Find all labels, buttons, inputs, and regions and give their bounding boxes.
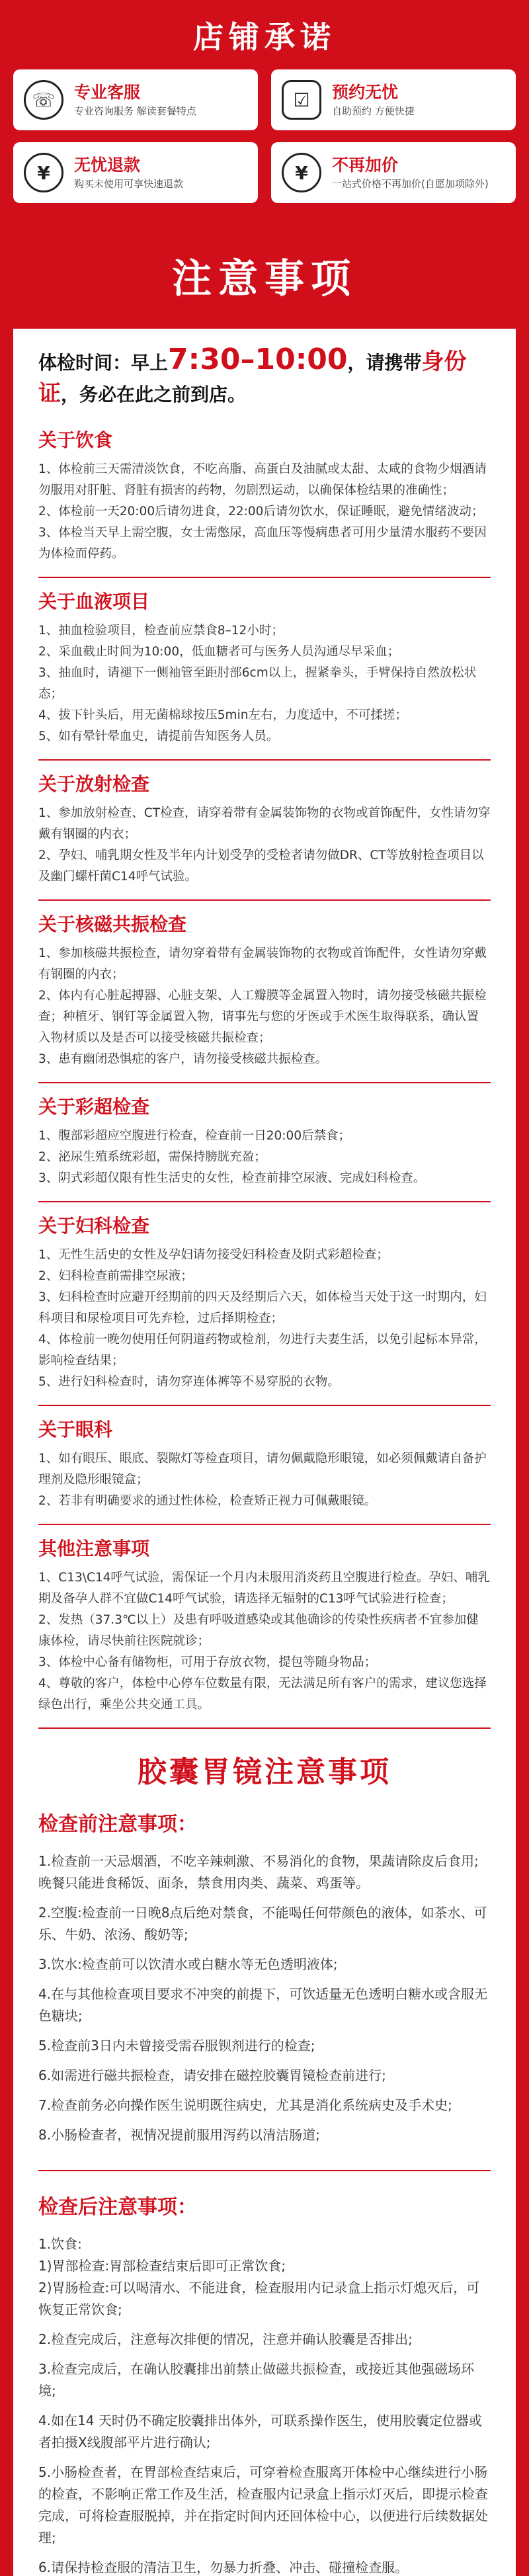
exam-time-value: 7:30–10:00 (168, 343, 348, 376)
section-item: 1、参加放射检查、CT检查，请穿着带有金属装饰物的衣物或首饰配件，女性请勿穿戴有钢圈的内衣； (38, 806, 491, 841)
no-price-increase-icon: ¥ (282, 153, 321, 192)
promise-card-no-markup (271, 142, 516, 203)
promise-card-service (13, 69, 258, 130)
section-title: 关于彩超检查 (38, 1096, 150, 1118)
promise-sub: 一站式价格不再加价(自愿加项除外) (332, 178, 489, 190)
gastro-item: 4.在与其他检查项目要求不冲突的前提下，可饮适量无色透明白糖水或含服无色糖块; (38, 1986, 488, 2024)
section-item: 3、体检中心备有储物柜，可用于存放衣物，提包等随身物品； (38, 1655, 377, 1669)
section-title: 关于饮食 (38, 429, 113, 451)
section-item: 4、尊敬的客户，体检中心停车位数量有限，无法满足所有客户的需求，建议您选择绿色出行，乘坐公共交通工具。 (38, 1677, 487, 1712)
notice-section (38, 1525, 491, 1729)
store-promise-header (0, 0, 529, 69)
section-item: 3、妇科检查时应避开经期前的四天及经期后六天，如体检当天处于这一时期内，妇科项目和尿检项目可先弃检，过后择期检查； (38, 1290, 487, 1325)
promise-name: 预约无忧 (332, 83, 399, 102)
section-item: 1、如有眼压、眼底、裂隙灯等检查项目，请勿佩戴隐形眼镜，如必须佩戴请自备护理剂及隐形眼镜盒； (38, 1452, 487, 1487)
calendar-icon: ☑ (282, 80, 321, 120)
notice-section (38, 1083, 491, 1202)
notice-section (38, 761, 491, 901)
gastro-item: 5.检查前3日内未曾接受需吞服钡剂进行的检查; (38, 2038, 315, 2054)
exam-time (38, 345, 491, 410)
section-item: 2、发热（37.3℃以上）及患有呼吸道感染或其他确诊的传染性疾病者不宜参加健康体检，请尽快前往医院就诊； (38, 1613, 479, 1648)
section-title: 关于眼科 (38, 1419, 113, 1440)
notice-header (0, 223, 529, 329)
section-item: 1、C13\C14呼气试验，需保证一个月内未服用消炎药且空腹进行检查。孕妇、哺乳期及备孕人群不宜做C14呼气试验，请选择无辐射的C13呼气试验进行检查； (38, 1571, 490, 1606)
section-title: 关于放射检查 (38, 773, 150, 795)
notice-panel (13, 329, 516, 2576)
gastro-item: 6.请保持检查服的清洁卫生，勿暴力折叠、冲击、碰撞检查服。 (38, 2559, 409, 2575)
yen-refund-icon: ¥ (24, 153, 63, 192)
gastro-before-title: 检查前注意事项： (38, 1813, 197, 1836)
notice-section (38, 901, 491, 1083)
section-item: 1、无性生活史的女性及孕妇请勿接受妇科检查及阴式彩超检查； (38, 1248, 389, 1262)
store-promise-title: 店铺承诺 (193, 19, 336, 55)
section-item: 2、妇科检查前需排空尿液； (38, 1269, 193, 1283)
gastro-item: 3.检查完成后，在确认胶囊排出前禁止做磁共振检查，或接近其他强磁场环境; (38, 2361, 475, 2399)
gastro-title: 胶囊胃镜注意事项 (138, 1755, 391, 1789)
section-item: 5、进行妇科检查时，请勿穿连体裤等不易穿脱的衣物。 (38, 1375, 340, 1389)
promise-grid (0, 69, 529, 203)
gastro-item: 1.检查前一天忌烟酒，不吃辛辣刺激、不易消化的食物，果蔬请除皮后食用;晚餐只能进食稀饭、面条，禁食用肉类、蔬菜、鸡蛋等。 (38, 1853, 479, 1891)
section-item: 1、抽血检验项目，检查前应禁食8–12小时； (38, 624, 284, 638)
gastro-item: 5.小肠检查者，在胃部检查结束后，可穿着检查服离开体检中心继续进行小肠的检查，不影响正常工作及生活，检查服内记录盒上指示灯灭后，即提示检查完成，可将检查服脱掉，并在指定时间内还回体检中心，以便进行后续数据处理; (38, 2464, 488, 2546)
gastro-after-section (38, 2191, 491, 2576)
notice-section (38, 578, 491, 761)
section-title: 其他注意事项 (38, 1538, 150, 1559)
section-item: 2、体内有心脏起搏器、心脏支架、人工瓣膜等金属置入物时，请勿接受核磁共振检查；种植牙、钢钉等金属置入物，请事先与您的牙医或手术医生取得联系，确认置入物材质以及是否可以接受核磁共振检查； (38, 989, 487, 1045)
section-item: 1、参加核磁共振检查，请勿穿着带有金属装饰物的衣物或首饰配件，女性请勿穿戴有钢圈的内衣； (38, 946, 487, 981)
gastro-item: 2.空腹:检查前一日晚8点后绝对禁食，不能喝任何带颜色的液体，如茶水、可乐、牛奶、浓汤、酸奶等; (38, 1905, 487, 1942)
section-item: 3、抽血时，请褪下一侧袖管至距肘部6cm以上，握紧拳头，手臂保持自然放松状态； (38, 666, 477, 701)
promise-sub: 自助预约 方便快捷 (332, 105, 415, 117)
promise-card-booking (271, 69, 516, 130)
promise-sub: 购买未使用可享快速退款 (74, 178, 184, 190)
gastro-item: 8.小肠检查者，视情况提前服用泻药以清洁肠道; (38, 2127, 320, 2143)
gastro-before-section (38, 1808, 491, 2171)
notice-section (38, 422, 491, 578)
exam-time-id: 身份证 (38, 349, 467, 407)
exam-time-mid: ，请携带 (347, 352, 422, 374)
section-item: 2、孕妇、哺乳期女性及半年内计划受孕的受检者请勿做DR、CT等放射检查项目以及幽门螺杆菌C14呼气试验。 (38, 849, 484, 884)
promise-sub: 专业咨询服务 解读套餐特点 (74, 105, 196, 117)
notice-section (38, 1406, 491, 1525)
section-item: 4、体检前一晚勿使用任何阴道药物或检剂，勿进行夫妻生活，以免引起标本异常，影响检查结果； (38, 1333, 487, 1368)
promise-name: 不再加价 (332, 155, 399, 175)
gastro-item: 3.饮水:检查前可以饮清水或白糖水等无色透明液体; (38, 1956, 338, 1972)
section-title: 关于妇科检查 (38, 1215, 150, 1237)
section-item: 3、阴式彩超仅限有性生活史的女性，检查前排空尿液、完成妇科检查。 (38, 1171, 426, 1185)
exam-time-suffix: ，务必在此之前到店。 (61, 384, 247, 405)
promise-name: 专业客服 (74, 83, 141, 102)
notice-title: 注意事项 (172, 256, 357, 302)
gastro-item: 6.如需进行磁共振检查，请安排在磁控胶囊胃镜检查前进行; (38, 2067, 386, 2083)
section-item: 2、若非有明确要求的通过性体检，检查矫正视力可佩戴眼镜。 (38, 1494, 377, 1508)
section-item: 4、拔下针头后，用无菌棉球按压5min左右，力度适中，不可揉搓； (38, 708, 407, 722)
section-item: 2、体检前一天20:00后请勿进食，22:00后请勿饮水，保证睡眠，避免情绪波动； (38, 505, 484, 519)
gastro-after-title: 检查后注意事项： (38, 2196, 197, 2219)
section-title: 关于核磁共振检查 (38, 913, 187, 935)
gastro-item: 7.检查前务必向操作医生说明既往病史，尤其是消化系统病史及手术史; (38, 2097, 452, 2113)
section-item: 1、体检前三天需清淡饮食，不吃高脂、高蛋白及油腻或太甜、太咸的食物少烟酒请勿服用对肝脏、肾脏有损害的药物，勿剧烈运动，以确保体检结果的准确性； (38, 462, 487, 497)
section-item: 3、体检当天早上需空腹，女士需憋尿，高血压等慢病患者可用少量清水服药不要因为体检而停药。 (38, 526, 487, 561)
headset-icon: ☏ (24, 80, 63, 120)
gastro-item: 4.如在14 天时仍不确定胶囊排出体外，可联系操作医生，使用胶囊定位器或者拍摄X线腹部平片进行确认; (38, 2413, 482, 2450)
section-title: 关于血液项目 (38, 591, 150, 612)
notice-section (38, 1202, 491, 1406)
promise-card-refund (13, 142, 258, 203)
gastro-item: 1.饮食: 1)胃部检查:胃部检查结束后即可正常饮食; 2)胃肠检查:可以喝清水、不能进食，检查服用内记录盒上指示灯熄灭后，可恢复正常饮食; (38, 2236, 480, 2317)
exam-time-prefix: 体检时间：早上 (38, 352, 169, 374)
section-item: 3、患有幽闭恐惧症的客户，请勿接受核磁共振检查。 (38, 1052, 328, 1066)
section-item: 2、采血截止时间为10:00，低血糖者可与医务人员沟通尽早采血； (38, 645, 400, 659)
section-item: 1、腹部彩超应空腹进行检查，检查前一日20:00后禁食； (38, 1129, 351, 1143)
promise-name: 无忧退款 (74, 155, 141, 175)
gastro-item: 2.检查完成后，注意每次排便的情况，注意并确认胶囊是否排出; (38, 2331, 413, 2347)
section-item: 2、泌尿生殖系统彩超，需保持膀胱充盈； (38, 1150, 266, 1164)
section-item: 5、如有晕针晕血史，请提前告知医务人员。 (38, 729, 279, 743)
